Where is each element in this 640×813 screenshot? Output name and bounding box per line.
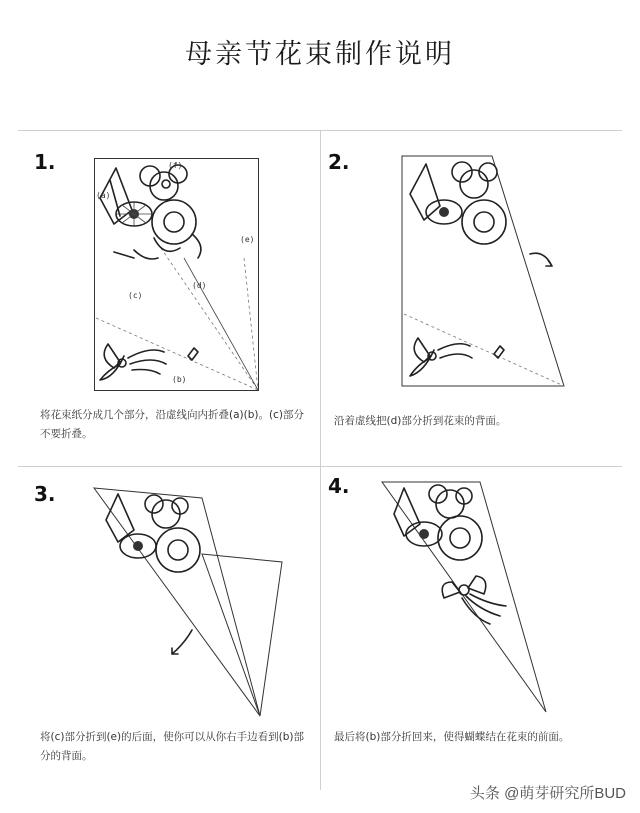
bow-icon [100,344,166,380]
leaf-small-icon [494,346,504,358]
flower-icon [116,202,152,226]
watermark: 头条 @萌芽研究所BUD [469,785,626,802]
fold-arrow-icon [530,253,552,266]
step-number: 1. [34,150,56,174]
flower-icon [429,485,472,518]
step-number: 3. [34,482,56,506]
flower-icon [140,165,187,200]
step-4-illustration [380,478,560,718]
flower-icon [145,495,188,528]
flower-icon [156,528,200,572]
step-caption: 最后将(b)部分折回来，使得蝴蝶结在花束的前面。 [334,731,570,743]
step-caption: 将花束纸分成几个部分，沿虚线向内折叠(a)(b)。(c)部分不要折叠。 [40,409,304,440]
label-b: (b) [172,375,187,384]
flower-icon [120,534,156,558]
step-number: 4. [328,474,350,498]
label-c: (c) [128,291,143,300]
flower-icon [152,200,201,258]
step-number: 2. [328,150,350,174]
flower-stems [114,250,158,259]
step-caption: 沿着虚线把(d)部分折到花束的背面。 [334,415,507,427]
step-2-illustration [400,154,580,394]
flower-icon [452,162,497,198]
bow-icon [410,338,472,376]
label-d: (d) [192,281,207,290]
divider-vertical [320,130,321,790]
fold-arrow-icon [172,630,192,654]
page-title: 母亲节花束制作说明 [185,39,455,70]
fold-line [184,258,258,390]
bow-icon [442,576,506,624]
leaf-icon [410,164,440,220]
step-3-illustration [92,484,292,724]
flower-icon [462,200,506,244]
label-f: (f) [168,161,183,170]
leaf-small-icon [188,348,198,360]
flower-icon [438,516,482,560]
flower-icon [406,522,442,546]
label-a: (a) [96,191,111,200]
step-caption: 将(c)部分折到(e)的后面，使你可以从你右手边看到(b)部分的背面。 [40,731,304,762]
step-1-illustration [94,158,264,398]
fold-line [244,258,258,390]
label-e: (e) [240,235,255,244]
fold-line [404,314,564,386]
flower-icon [426,200,462,224]
